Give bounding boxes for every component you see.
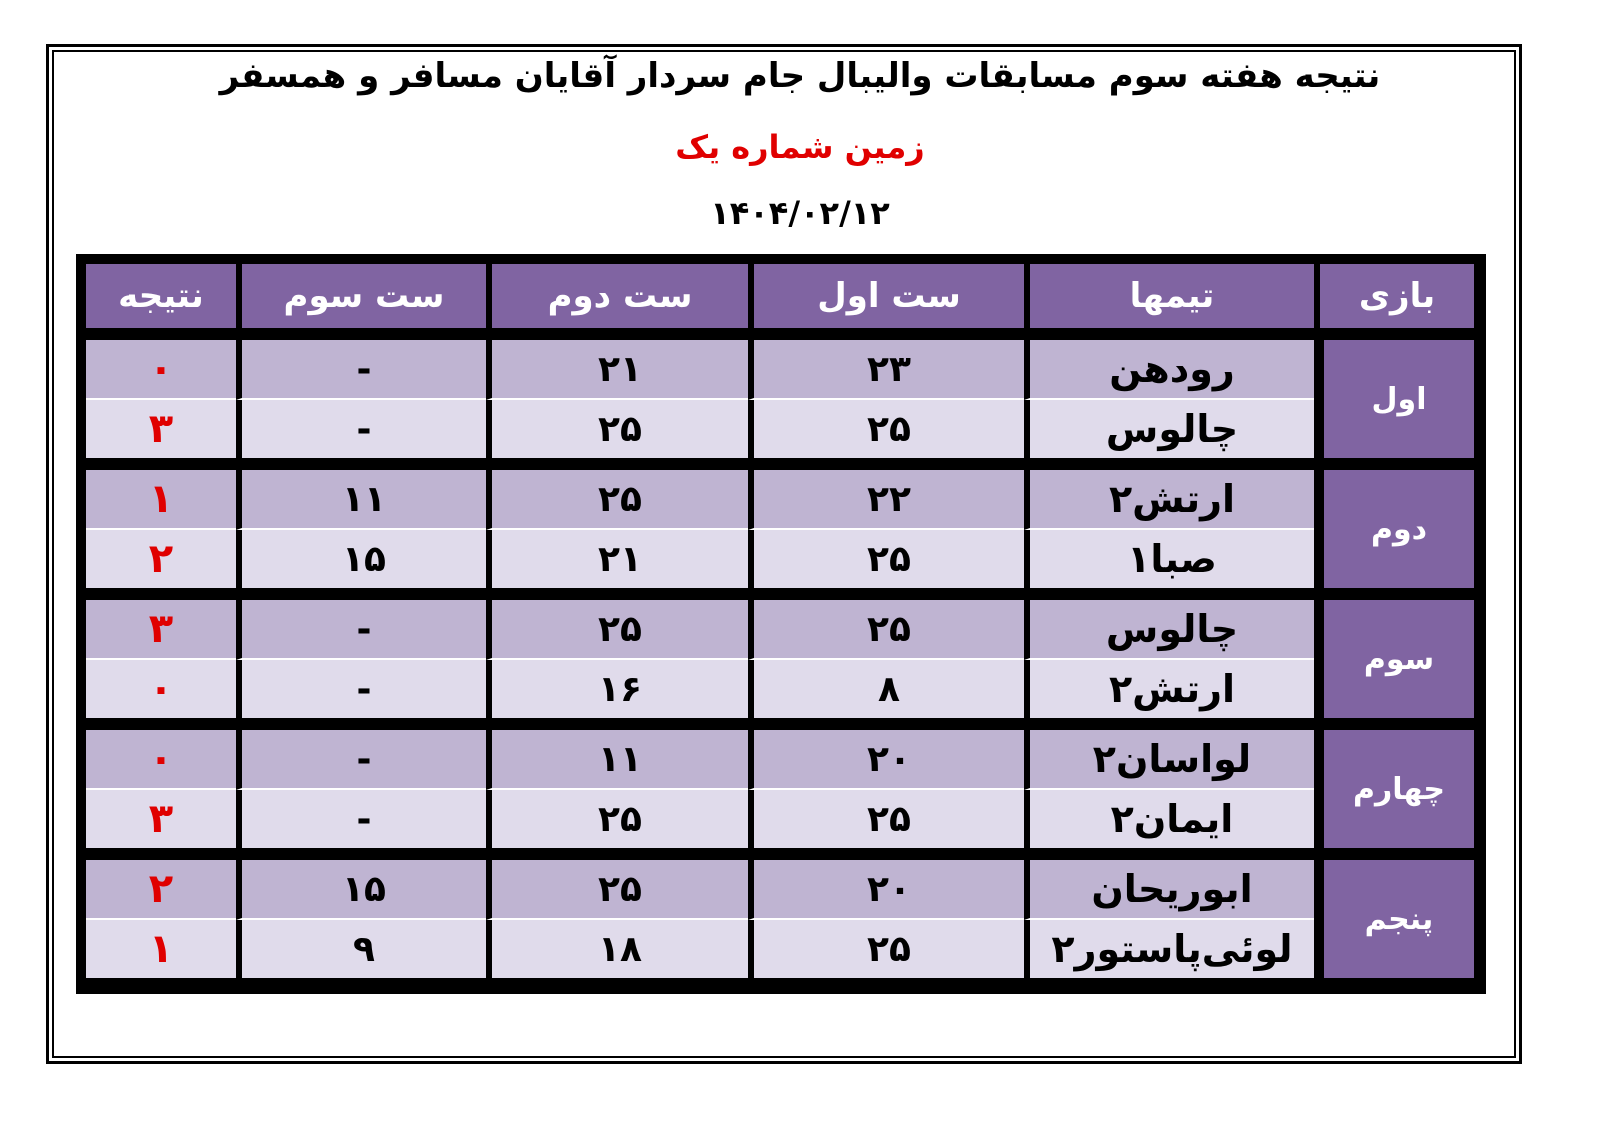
set1-score: ۸	[748, 660, 1024, 718]
team-name: چالوس	[1024, 600, 1314, 660]
set2-score: ۲۵	[486, 790, 748, 848]
match-result: ۳	[86, 600, 236, 660]
match-date: ۱۴۰۴/۰۲/۱۲	[710, 194, 890, 232]
game-label: چهارم	[1314, 730, 1474, 848]
table-row	[86, 790, 1474, 848]
set3-score: -	[236, 730, 486, 790]
set2-score: ۲۵	[486, 600, 748, 660]
team-name: رودهن	[1024, 340, 1314, 400]
team-name: لواسان۲	[1024, 730, 1314, 790]
table-row	[86, 530, 1474, 588]
column-header-game: بازی	[1314, 264, 1474, 328]
set2-score: ۲۱	[486, 340, 748, 400]
match-result: ۲	[86, 530, 236, 588]
set2-score: ۱۸	[486, 920, 748, 978]
table-row	[86, 470, 1474, 530]
match-result: ۰	[86, 660, 236, 718]
results-table-frame	[76, 254, 1486, 994]
match-result: ۲	[86, 860, 236, 920]
team-name: لوئی‌پاستور۲	[1024, 920, 1314, 978]
set1-score: ۲۳	[748, 340, 1024, 400]
team-name: ارتش۲	[1024, 470, 1314, 530]
set2-score: ۲۵	[486, 400, 748, 458]
game-label: اول	[1314, 340, 1474, 458]
match-result: ۰	[86, 340, 236, 400]
game-label: سوم	[1314, 600, 1474, 718]
team-name: ابوریحان	[1024, 860, 1314, 920]
set3-score: -	[236, 790, 486, 848]
set3-score: -	[236, 340, 486, 400]
column-header-set3: ست سوم	[236, 264, 486, 328]
match-result: ۳	[86, 790, 236, 848]
set3-score: ۱۵	[236, 860, 486, 920]
team-name: ارتش۲	[1024, 660, 1314, 718]
table-row	[86, 660, 1474, 718]
set1-score: ۲۵	[748, 790, 1024, 848]
set3-score: -	[236, 600, 486, 660]
set1-score: ۲۲	[748, 470, 1024, 530]
table-header-row	[86, 264, 1474, 328]
court-subtitle: زمین شماره یک	[675, 128, 925, 166]
set2-score: ۲۵	[486, 860, 748, 920]
set2-score: ۲۱	[486, 530, 748, 588]
column-header-result: نتیجه	[86, 264, 236, 328]
match-result: ۰	[86, 730, 236, 790]
set3-score: -	[236, 660, 486, 718]
set1-score: ۲۵	[748, 920, 1024, 978]
set1-score: ۲۵	[748, 600, 1024, 660]
column-header-set1: ست اول	[748, 264, 1024, 328]
game-label: دوم	[1314, 470, 1474, 588]
table-row	[86, 400, 1474, 458]
set1-score: ۲۵	[748, 400, 1024, 458]
set3-score: ۱۵	[236, 530, 486, 588]
set2-score: ۱۱	[486, 730, 748, 790]
set2-score: ۱۶	[486, 660, 748, 718]
column-header-teams: تیمها	[1024, 264, 1314, 328]
table-row	[86, 340, 1474, 400]
set1-score: ۲۰	[748, 860, 1024, 920]
team-name: صبا۱	[1024, 530, 1314, 588]
team-name: ایمان۲	[1024, 790, 1314, 848]
results-table	[86, 264, 1474, 978]
set1-score: ۲۰	[748, 730, 1024, 790]
table-row	[86, 860, 1474, 920]
game-label: پنجم	[1314, 860, 1474, 978]
table-row	[86, 920, 1474, 978]
set3-score: ۹	[236, 920, 486, 978]
set3-score: ۱۱	[236, 470, 486, 530]
team-name: چالوس	[1024, 400, 1314, 458]
page-title: نتیجه هفته سوم مسابقات والیبال جام سردار آقایان مسافر و همسفر	[219, 56, 1381, 96]
match-result: ۳	[86, 400, 236, 458]
match-result: ۱	[86, 920, 236, 978]
set3-score: -	[236, 400, 486, 458]
set2-score: ۲۵	[486, 470, 748, 530]
column-header-set2: ست دوم	[486, 264, 748, 328]
set1-score: ۲۵	[748, 530, 1024, 588]
table-row	[86, 730, 1474, 790]
table-row	[86, 600, 1474, 660]
match-result: ۱	[86, 470, 236, 530]
